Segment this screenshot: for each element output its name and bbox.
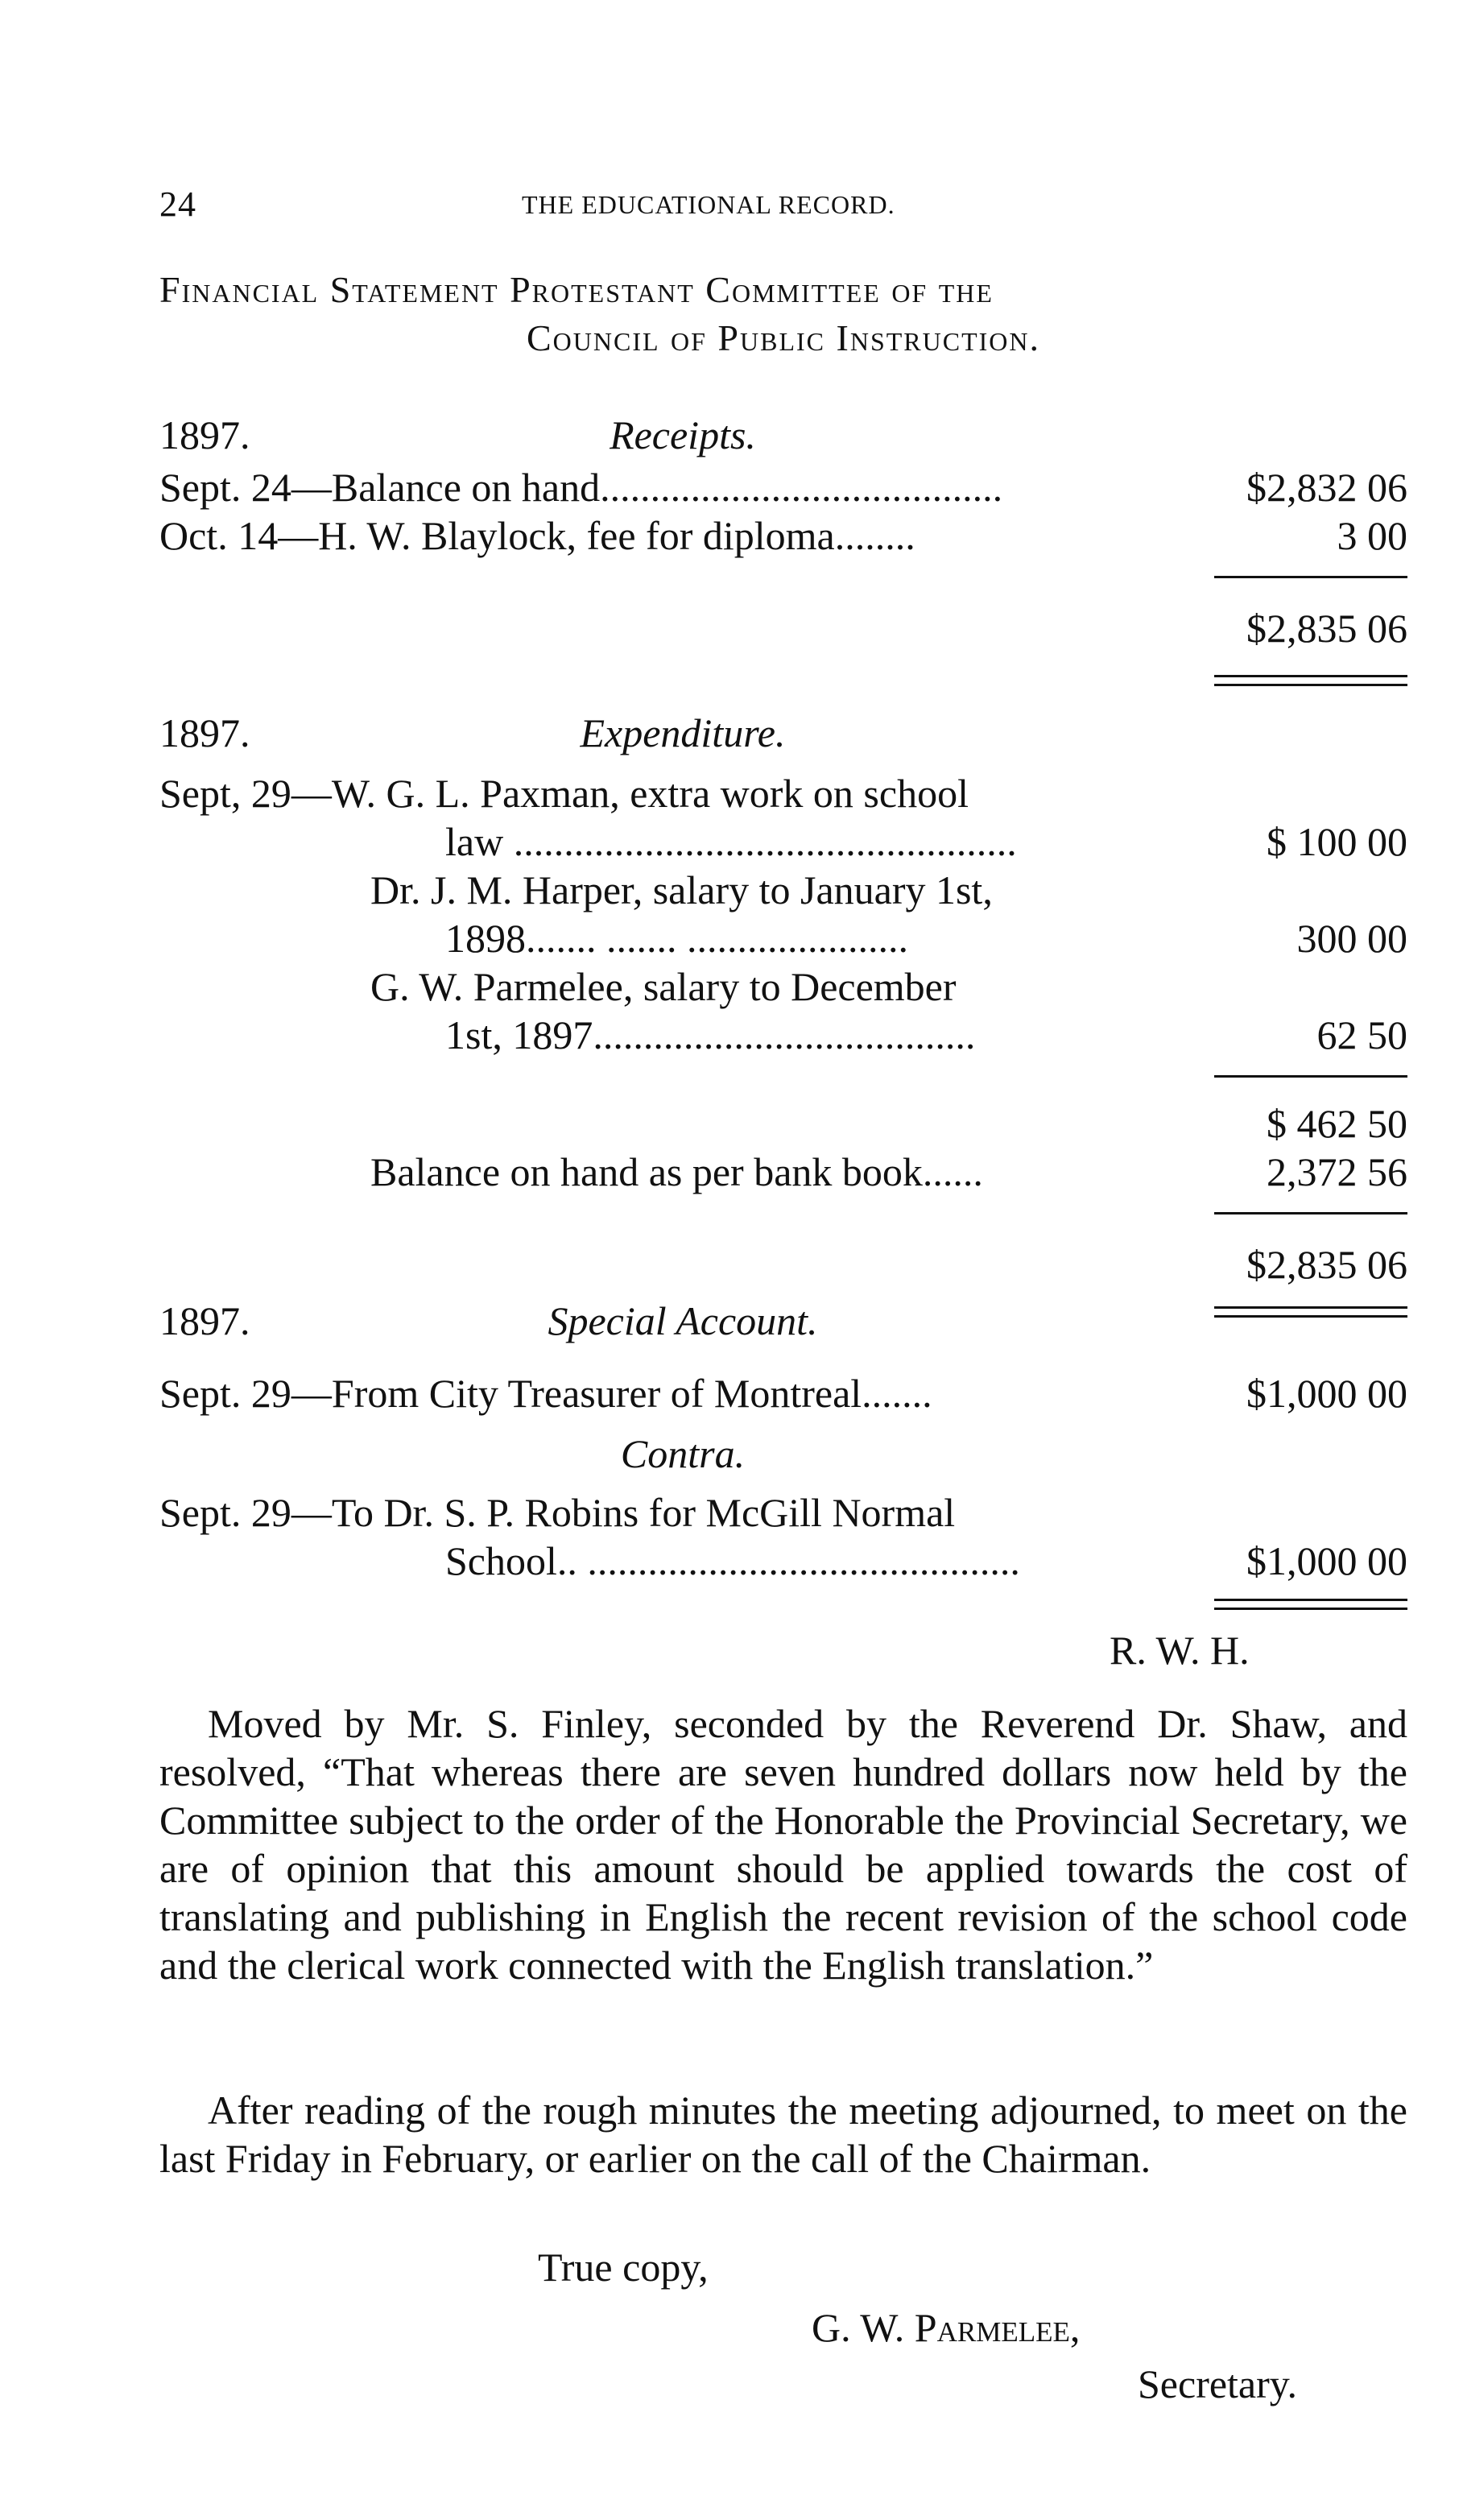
special-year: 1897.	[159, 1298, 250, 1343]
receipt-entry-amount: 3 00	[1337, 513, 1407, 558]
adjourn-paragraph	[159, 2086, 1407, 2183]
true-copy: True copy,	[538, 2245, 709, 2290]
contra-heading: Contra.	[620, 1431, 746, 1476]
page-number: 24	[159, 184, 196, 224]
contra-entry-text: School.. ...........................................	[445, 1538, 1020, 1583]
expenditure-total: $2,835 06	[1246, 1242, 1407, 1287]
expenditure-amount: $ 100 00	[1267, 819, 1407, 864]
title-line-1: Financial Statement Protestant Committee of the	[159, 269, 994, 310]
adjourn-text: After reading of the rough minutes the meeting adjourned, to meet on the last Friday in February, or earlier on the call of the Chairman.	[159, 2088, 1407, 2181]
motion-text: Moved by Mr. S. Finley, seconded by the Reverend Dr. Shaw, and resolved, “That whereas there are seven hundred dollars now held by the Committee subject to the order of the Honorable the Provincial Secretary, we are of opinion that this amount should be applied towards the cost of translating and publishing in English the recent revision of the school code and the clerical work connected with the English translation.”	[159, 1701, 1407, 1988]
expenditure-entry-text: Sept, 29—W. G. L. Paxman, extra work on school	[159, 771, 969, 816]
signer-title: Secretary.	[1138, 2361, 1298, 2406]
running-head: THE EDUCATIONAL RECORD.	[522, 190, 895, 219]
contra-amount: $1,000 00	[1246, 1538, 1407, 1583]
balance-text: Balance on hand as per bank book......	[370, 1149, 983, 1194]
receipts-heading: Receipts.	[610, 412, 756, 457]
special-amount: $1,000 00	[1246, 1371, 1407, 1416]
sum-rule	[1214, 1075, 1407, 1078]
expenditure-entry-text: 1898....... ....... ......................	[445, 916, 908, 961]
special-heading: Special Account.	[548, 1298, 818, 1343]
special-entry-text: Sept. 29—From City Treasurer of Montreal.......	[159, 1371, 932, 1416]
statement-title	[159, 266, 1407, 362]
receipt-entry-text: Oct. 14—H. W. Blaylock, fee for diploma........	[159, 513, 915, 558]
expenditure-entry-text: law ..................................................	[445, 819, 1017, 864]
receipts-total: $2,835 06	[1246, 606, 1407, 651]
total-double-rule	[1214, 1599, 1407, 1610]
sum-rule	[1214, 576, 1407, 578]
balance-amount: 2,372 56	[1267, 1149, 1407, 1194]
expenditure-heading: Expenditure.	[580, 710, 786, 755]
total-double-rule	[1214, 675, 1407, 686]
title-line-2: Council of Public Instruction.	[526, 317, 1041, 358]
receipt-entry-amount: $2,832 06	[1246, 465, 1407, 510]
initials: R. W. H.	[1110, 1628, 1250, 1673]
receipt-entry-text: Sept. 24—Balance on hand........................................	[159, 465, 1003, 510]
expenditure-entry-text: Dr. J. M. Harper, salary to January 1st,	[370, 867, 993, 912]
total-double-rule	[1214, 1306, 1407, 1318]
page-header	[159, 184, 1407, 232]
motion-paragraph	[159, 1699, 1407, 1989]
document-page	[159, 0, 1407, 2520]
contra-entry-text: Sept. 29—To Dr. S. P. Robins for McGill Normal	[159, 1490, 956, 1535]
expenditure-amount: 62 50	[1316, 1012, 1407, 1057]
receipts-year: 1897.	[159, 412, 250, 457]
expenditure-entry-text: 1st, 1897......................................	[445, 1012, 976, 1057]
expenditure-amount: 300 00	[1296, 916, 1407, 961]
expenditure-year: 1897.	[159, 710, 250, 755]
signer-name: G. W. Parmelee,	[812, 2305, 1081, 2350]
sum-rule	[1214, 1212, 1407, 1214]
expenditure-subtotal: $ 462 50	[1267, 1101, 1407, 1146]
expenditure-entry-text: G. W. Parmelee, salary to December	[370, 964, 957, 1009]
